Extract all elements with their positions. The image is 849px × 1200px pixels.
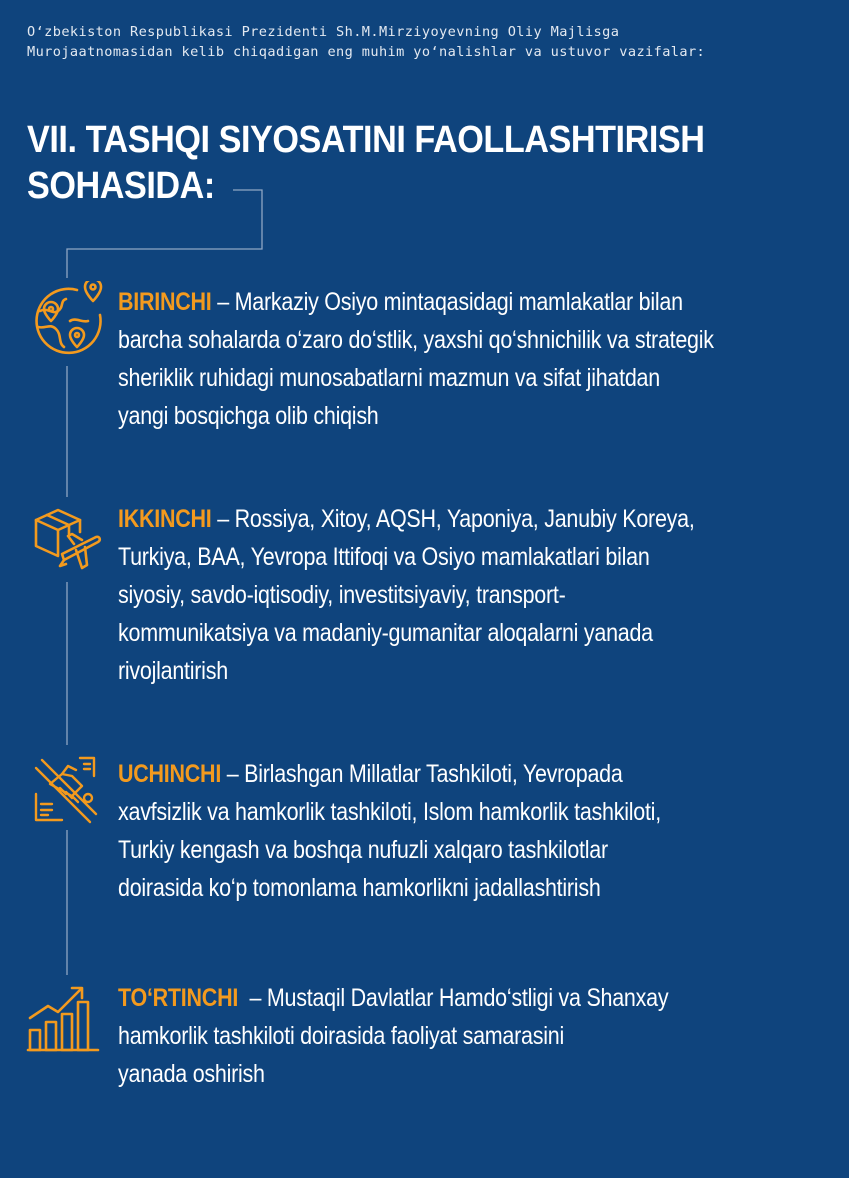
item-text: – Markaziy Osiyo mintaqasidagi mamlakatlar bilan: [211, 288, 683, 316]
heading-line-2: SOHASIDA:: [27, 165, 215, 207]
item-line: rivojlantirish: [118, 657, 228, 685]
growth-chart-icon: [26, 978, 100, 1054]
handshake-document-icon: [32, 754, 100, 826]
intro-line-1: O‘zbekiston Respublikasi Prezidenti Sh.M.Mirziyoyevning Oliy Majlisga: [27, 24, 620, 40]
item-keyword: BIRINCHI: [118, 288, 212, 316]
list-item-tortinchi: [118, 979, 808, 1093]
item-line: yanada oshirish: [118, 1060, 265, 1088]
item-line: hamkorlik tashkiloti doirasida faoliyat samarasini: [118, 1022, 564, 1050]
item-line: Turkiya, BAA, Yevropa Ittifoqi va Osiyo mamlakatlari bilan: [118, 543, 650, 571]
globe-location-icon: [30, 281, 106, 357]
item-line: Turkiy kengash va boshqa nufuzli xalqaro tashkilotlar: [118, 836, 608, 864]
heading-connector-line: [67, 190, 262, 278]
item-line: [118, 979, 806, 1017]
item-line: doirasida ko‘p tomonlama hamkorlikni jadallashtirish: [118, 874, 601, 902]
list-item-uchinchi: [118, 755, 808, 907]
box-airplane-icon: [30, 502, 102, 574]
list-item-ikkinchi: [118, 500, 808, 690]
item-text: – Rossiya, Xitoy, AQSH, Yaponiya, Janubiy Koreya,: [211, 505, 695, 533]
item-keyword: UCHINCHI: [118, 760, 222, 788]
item-line: kommunikatsiya va madaniy-gumanitar aloqalarni yanada: [118, 619, 653, 647]
item-keyword: TO‘RTINCHI: [118, 984, 239, 1012]
list-item-birinchi: [118, 283, 808, 435]
item-text: – Birlashgan Millatlar Tashkiloti, Yevropada: [221, 760, 623, 788]
item-line: yangi bosqichga olib chiqish: [118, 402, 379, 430]
heading-line-1: VII. TASHQI SIYOSATINI FAOLLASHTIRISH: [27, 119, 705, 161]
item-line: xavfsizlik va hamkorlik tashkiloti, Islom hamkorlik tashkiloti,: [118, 798, 661, 826]
intro-line-2: Murojaatnomasidan kelib chiqadigan eng muhim yo‘nalishlar va ustuvor vazifalar:: [27, 44, 706, 60]
item-line: [118, 500, 806, 538]
item-line: [118, 755, 806, 793]
item-line: siyosiy, savdo-iqtisodiy, investitsiyaviy, transport-: [118, 581, 566, 609]
item-keyword: IKKINCHI: [118, 505, 212, 533]
item-line: sheriklik ruhidagi munosabatlarni mazmun va sifat jihatdan: [118, 364, 660, 392]
item-text: – Mustaqil Davlatlar Hamdo‘stligi va Shanxay: [238, 984, 669, 1012]
item-line: [118, 283, 806, 321]
item-line: barcha sohalarda o‘zaro do‘stlik, yaxshi qo‘shnichilik va strategik: [118, 326, 714, 354]
